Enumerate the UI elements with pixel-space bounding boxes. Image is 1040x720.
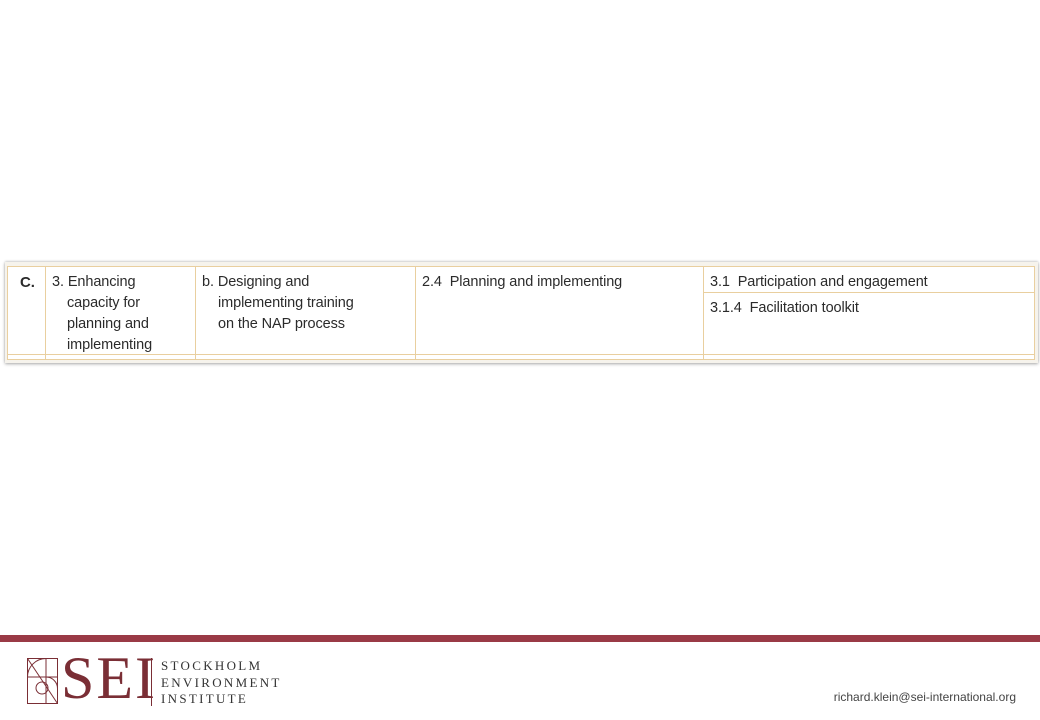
cell-participation — [710, 272, 1030, 293]
logo-word: ENVIRONMENT — [161, 674, 282, 690]
row-label: C. — [20, 274, 35, 291]
cell-line: Enhancing — [67, 274, 136, 290]
grid-line — [195, 267, 196, 359]
grid-line — [45, 267, 46, 359]
item-number: 2.4 — [422, 274, 442, 290]
item-number: 3.1 — [710, 274, 730, 290]
cell-planning — [422, 272, 702, 293]
footer-accent-bar — [0, 635, 1040, 642]
cell-line: Facilitation toolkit — [749, 300, 859, 316]
logo-wordmark: SEI — [61, 645, 157, 711]
grid-line — [703, 267, 704, 359]
cell-line: implementing — [67, 337, 153, 353]
cell-capacity — [52, 272, 192, 356]
cell-line: planning and — [67, 316, 149, 332]
table-grid — [7, 266, 1035, 360]
logo-institute-name — [161, 658, 282, 708]
cell-training — [202, 272, 412, 335]
table-excerpt — [5, 262, 1038, 363]
cell-line: Designing and — [217, 274, 310, 290]
cell-line: capacity for — [67, 295, 140, 311]
logo-divider — [151, 658, 152, 706]
cell-line: implementing training — [218, 295, 354, 311]
logo-word: INSTITUTE — [161, 691, 249, 706]
cell-line: on the NAP process — [218, 316, 345, 332]
item-letter: b. — [202, 274, 214, 290]
item-number: 3. — [52, 274, 64, 290]
cell-line: Planning and implementing — [449, 274, 623, 290]
grid-line — [415, 267, 416, 359]
contact-email: richard.klein@sei-international.org — [833, 690, 1016, 704]
logo-word: STOCKHOLM — [161, 658, 263, 673]
cell-line: Participation and engagement — [737, 274, 928, 290]
cell-facilitation — [710, 298, 1030, 319]
sei-emblem-icon — [27, 658, 58, 704]
item-number: 3.1.4 — [710, 300, 742, 316]
